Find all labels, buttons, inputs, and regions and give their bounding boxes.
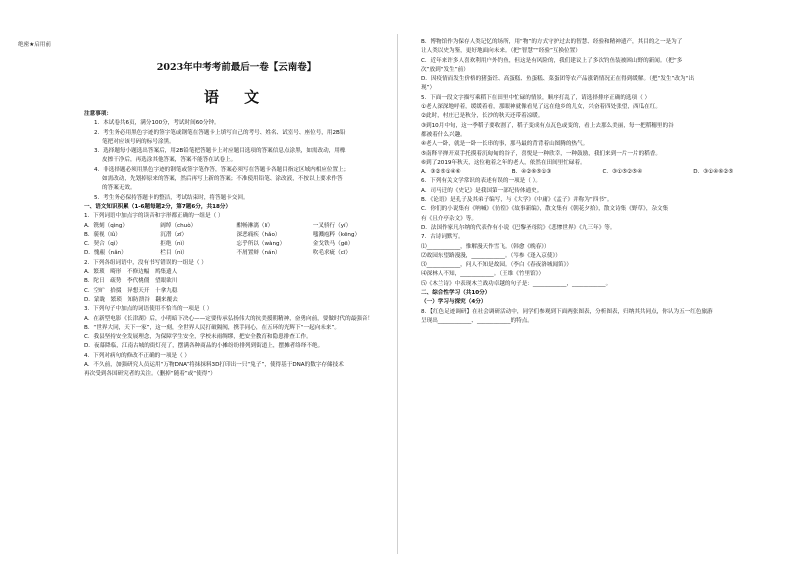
- option: 现”）: [421, 85, 436, 92]
- option: B．④②⑥⑤①③: [511, 169, 552, 176]
- note-line: 如需改动，先划掉原来的答案，然后再写上新的答案；不准使用铅笔、涂改液，不按以上要求作答: [102, 176, 343, 183]
- question-stem: 6．下列有关文学常识的表述有误的一项是（ ）。: [421, 178, 542, 185]
- option: 栏目（nì）: [160, 250, 188, 257]
- option: 阔绰（chuò）: [160, 222, 197, 229]
- option: D．法国作家凡尔纳的代表作有小说《巴黎圣母院》《悲惨世界》《九三年》等。: [421, 224, 616, 231]
- note-line: 笔把对应该号码的标号涂黑。: [102, 138, 175, 145]
- note-line: 2．考生务必用黑色字迹的签字笔或钢笔在答题卡上填写自己的考号、姓名、试室号、座位号，用2B铅: [94, 129, 346, 136]
- option: 有《且介亭杂文》等。: [421, 215, 477, 222]
- note-line: 4．非选择题必须用黑色字迹的钢笔或签字笔作答，答案必须写在答题卡各题目指定区域内相应位置上；: [94, 166, 350, 173]
- confidential-mark: 绝密★启用前: [18, 42, 51, 48]
- option: 沉潜（zī）: [160, 231, 188, 238]
- section-heading: 一、语文知识积累（1-6题每题2分，第7题6分，共18分）: [84, 203, 232, 210]
- option: D．夜幕降临，江南古城的街灯亮了，摆满各种商品的小摊纷纷排列到街道上，摆摊者络绎不绝。: [84, 343, 324, 350]
- note-line: 的答案无效。: [102, 185, 136, 192]
- option: 次”放到“发生”前）: [421, 66, 469, 73]
- option: C．③①⑤②⑤④: [602, 169, 643, 176]
- option: 酣畅淋漓（lí）: [236, 222, 274, 229]
- option: 拒绝（nì）: [160, 241, 188, 248]
- section-heading: 二、综合性学习（共10分）: [421, 290, 491, 297]
- passage-line: ③到10月中旬，这一季稻子要收割了，稻子变成有点瓦色或变的，看上去那么美丽，每一把稻穗里的谷: [421, 122, 674, 129]
- subject-title: 语 文: [203, 88, 270, 106]
- option: C．契合（qì）: [84, 241, 121, 248]
- option: 一叉骄行（yí）: [312, 222, 352, 229]
- passage-line: ②此时，村庄已是秋分，长沙的秋天还带着凉暖。: [421, 113, 544, 120]
- option: A．镌刻（qìng）: [84, 222, 128, 229]
- right-page: [397, 0, 794, 562]
- option: B．陀日 疏势 李代桃僵 望眼欲川: [84, 278, 178, 285]
- option: 金戈铁马（gē）: [312, 241, 354, 248]
- option: 嗤溅庖粹（kēng）: [312, 231, 361, 238]
- option-row: [84, 249, 389, 258]
- question-stem: 7．古诗词默写。: [421, 234, 464, 241]
- fill-blank-line: 呈现出____________、____________的特点。: [421, 317, 533, 324]
- passage-line: 都被着什么兴趣。: [421, 131, 466, 138]
- option: A．司马迁的《史记》是我国第一部纪传体通史。: [421, 187, 543, 194]
- option: C．空旷 拾掇 异想天开 十拿九稳: [84, 287, 178, 294]
- option: D．因疫情而发生价格的猪蛋饪、高蛋糕、鱼蛋糕、菜蛋团等农产品涨销情况正在得到缓解。（把“发生”改为“出: [421, 76, 695, 83]
- subsection-heading: （一）学习与探究（4分）: [421, 299, 487, 306]
- note-line: 1．本试卷共6页，满分100分，考试时间60分钟。: [94, 120, 220, 127]
- fill-blank-line: ⑵故园东望路漫漫，____________。（岑参《逢入京使》）: [421, 252, 561, 259]
- option: 吹毛求疵（cī）: [312, 250, 351, 257]
- option: B．“世界大同，天下一家”，这一刻，全世界人民打破隔阂，携手同心，在五环的光辉下“一起向未来”。: [84, 324, 340, 331]
- option: C．你们的小说集有《呐喊》《彷徨》《故事新编》，散文集有《朝花夕拾》，散文诗集《野草》，杂文集: [421, 206, 669, 213]
- option: 再次受到各国研究者的关注。（删掉“随着”或“使得”）: [84, 371, 216, 378]
- notes-heading: 注意事项：: [84, 111, 112, 117]
- option: 忘乎所以（wàng）: [236, 241, 286, 248]
- option: C．近年来许多人喜欢利用户外钓鱼，但这是有风险的，我们建议上了多次钓鱼装被困山野的新闻。（把“多: [421, 57, 683, 64]
- note-line: 3．选择题每小题选出答案后，用2B铅笔把答题卡上对应题目选项的答案信息点涂黑，如需改动，用橡: [94, 148, 346, 155]
- note-line: 5．考生务必保持答题卡的整洁，考试结束时，将答题卡交回。: [94, 194, 249, 201]
- fill-blank-line: ⑴____________，惟解漫天作雪飞。（韩愈《晚春》）: [421, 243, 550, 250]
- question-stem: 5．下面一段文字描写乘稻下在田里中忙碌的情景，顺序打乱了，请选择排序正确的选项（ ）: [421, 94, 651, 101]
- question-stem: 4．下列对病句的修改不正确的一项是（ ）: [84, 352, 191, 359]
- exam-title: 2023年中考考前最后一卷【云南卷】: [156, 62, 317, 73]
- option: 不屑置辩（nán）: [236, 250, 281, 257]
- fill-blank-line: ⑷深林人不知，____________。（王维《竹里馆》）: [421, 271, 545, 278]
- note-line: 皮擦干净后，再选涂其他答案，答案不能答在试卷上。: [102, 157, 237, 164]
- option: A．不久前，加强研究人员运用“万物DNA”将抹抹料3D打印出一只“兔子”，使得基于DNA的数字存储技术: [84, 362, 344, 369]
- option: B．藐视（lǜ）: [84, 231, 121, 238]
- option-row: [421, 168, 784, 177]
- question-stem: 8．【红色足迹调研】在社会调研活动中，同学们参观到下面两张图表，分析图表，归纳其共同点，你认为五一红色旅游: [421, 308, 713, 315]
- option: B．《论语》是孔子及其弟子编写，与《大学》《中庸》《孟子》并称为“四书”。: [421, 197, 613, 204]
- option: C．我县坚持安全发展理念，为保障学生安全，学校未雨绸缪，把安全教育和隐患排查工作。: [84, 334, 312, 341]
- option: A．在新型电影《长津湖》后，小明暗下决心——定要传承弘扬伟大的抗美援朝精神，奋勇向前，要做时代的最强音！: [84, 315, 374, 322]
- option-row: [84, 222, 389, 231]
- option: 深恶痛疾（hǎo）: [236, 231, 281, 238]
- option: A．繁琐 畸形 不修边幅 鸠集遗人: [84, 269, 178, 276]
- option: D．③①④⑥②⑤: [693, 169, 734, 176]
- option-row: [84, 240, 389, 249]
- option: 让人类以史为鉴，更好地面向未来。（把“智慧”“经验”互换位置）: [421, 48, 581, 55]
- option: B．博物馆作为保存人类记忆的场所，用“物”的方式守护过去的智慧、经验和精神遗产，其目的之一是为了: [421, 39, 683, 45]
- passage-line: ⑥到了2019年秋天，这位袍着之年的老人，依然在田间里忙碌着。: [421, 159, 586, 166]
- question-stem: 3．下列句子中加点的词语使用不恰当的一项是（ ）: [84, 306, 213, 313]
- fill-blank-line: ⑸《木兰诗》中表现木兰战功卓越的句子是：____________，____________。: [421, 280, 612, 287]
- option-row: [84, 231, 389, 240]
- option: A．③②⑤①④⑥: [421, 169, 461, 176]
- fill-blank-line: ⑶____________，问人不知是故园。（李白《春夜洛城闻笛》）: [421, 262, 573, 269]
- option: D．愧赧（nǎn）: [84, 250, 127, 257]
- option: D．蒙眬 繁琐 知防溃谷 翻来覆去: [84, 296, 178, 303]
- question-stem: 2．下列各组词语中，没有书写错误的一组是（ ）: [84, 259, 207, 266]
- question-stem: 1．下列词语中加点字的读音和字形都正确的一组是（ ）: [84, 213, 224, 220]
- passage-line: ④老人一卧，就是一卧一长串的事，那马最的背背着山图腾的热气。: [421, 141, 589, 148]
- passage-line: ①老人深深地呼着，缓缓着看，那眼神就像看见了远在他乡的儿女，兴奋着四处张望，西瓜在红。: [421, 104, 661, 111]
- passage-line: ⑤南释平掸开双手托摸着沉甸甸的谷子，喜悦是一种欣幸，一种鼓励，我们来到一片一片的稻香。: [421, 150, 661, 157]
